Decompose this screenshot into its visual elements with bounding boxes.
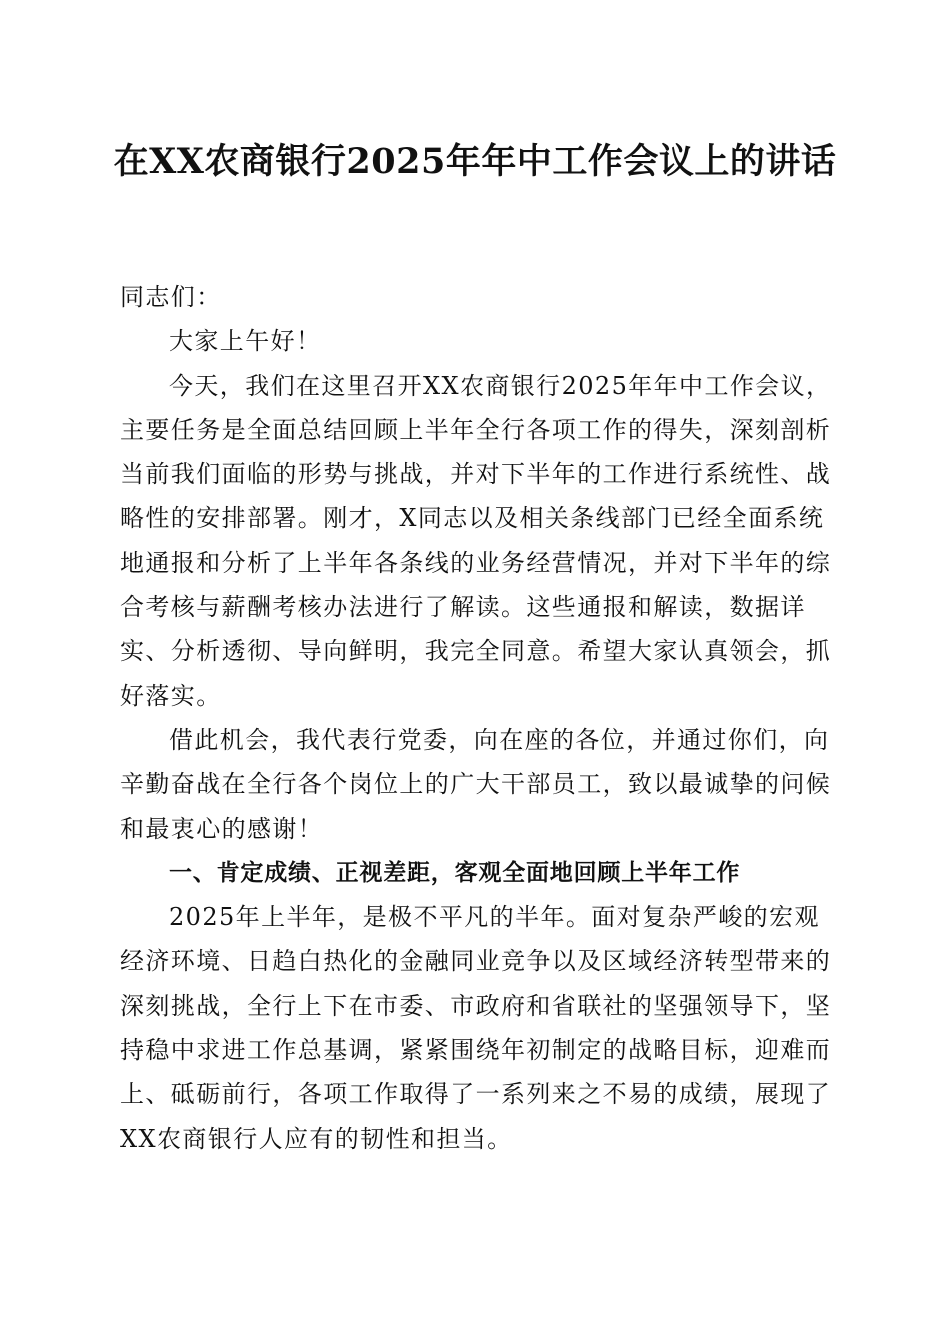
paragraph-review: 2025年上半年，是极不平凡的半年。面对复杂严峻的宏观经济环境、日趋白热化的金融同业竞争以及区域经济转型带来的深刻挑战，全行上下在市委、市政府和省联社的坚强领导下，坚持稳中求进工作总基调，紧紧围绕年初制定的战略目标，迎难而上、砥砺前行，各项工作取得了一系列来之不易的成绩，展现了XX农商银行人应有的韧性和担当。 [120, 903, 832, 1153]
section-heading: 一、肯定成绩、正视差距，客观全面地回顾上半年工作 [169, 859, 741, 886]
paragraph-thanks: 借此机会，我代表行党委，向在座的各位，并通过你们，向辛勤奋战在全行各个岗位上的广大干部员工，致以最诚挚的问候和最衷心的感谢！ [120, 725, 832, 843]
paragraph-intro: 今天，我们在这里召开XX农商银行2025年年中工作会议，主要任务是全面总结回顾上半年全行各项工作的得失，深刻剖析当前我们面临的形势与挑战，并对下半年的工作进行系统性、战略性的安排部署。刚才，X同志以及相关条线部门已经全面系统地通报和分析了上半年各条线的业务经营情况，并对下半年的综合考核与薪酬考核办法进行了解读。这些通报和解读，数据详实、分析透彻、导向鲜明，我完全同意。希望大家认真领会，抓好落实。 [120, 371, 832, 710]
greeting: 大家上午好！ [169, 327, 322, 356]
document-title: 在XX农商银行2025年年中工作会议上的讲话 [113, 141, 837, 182]
document-body [120, 275, 840, 1161]
salutation: 同志们： [120, 283, 222, 311]
